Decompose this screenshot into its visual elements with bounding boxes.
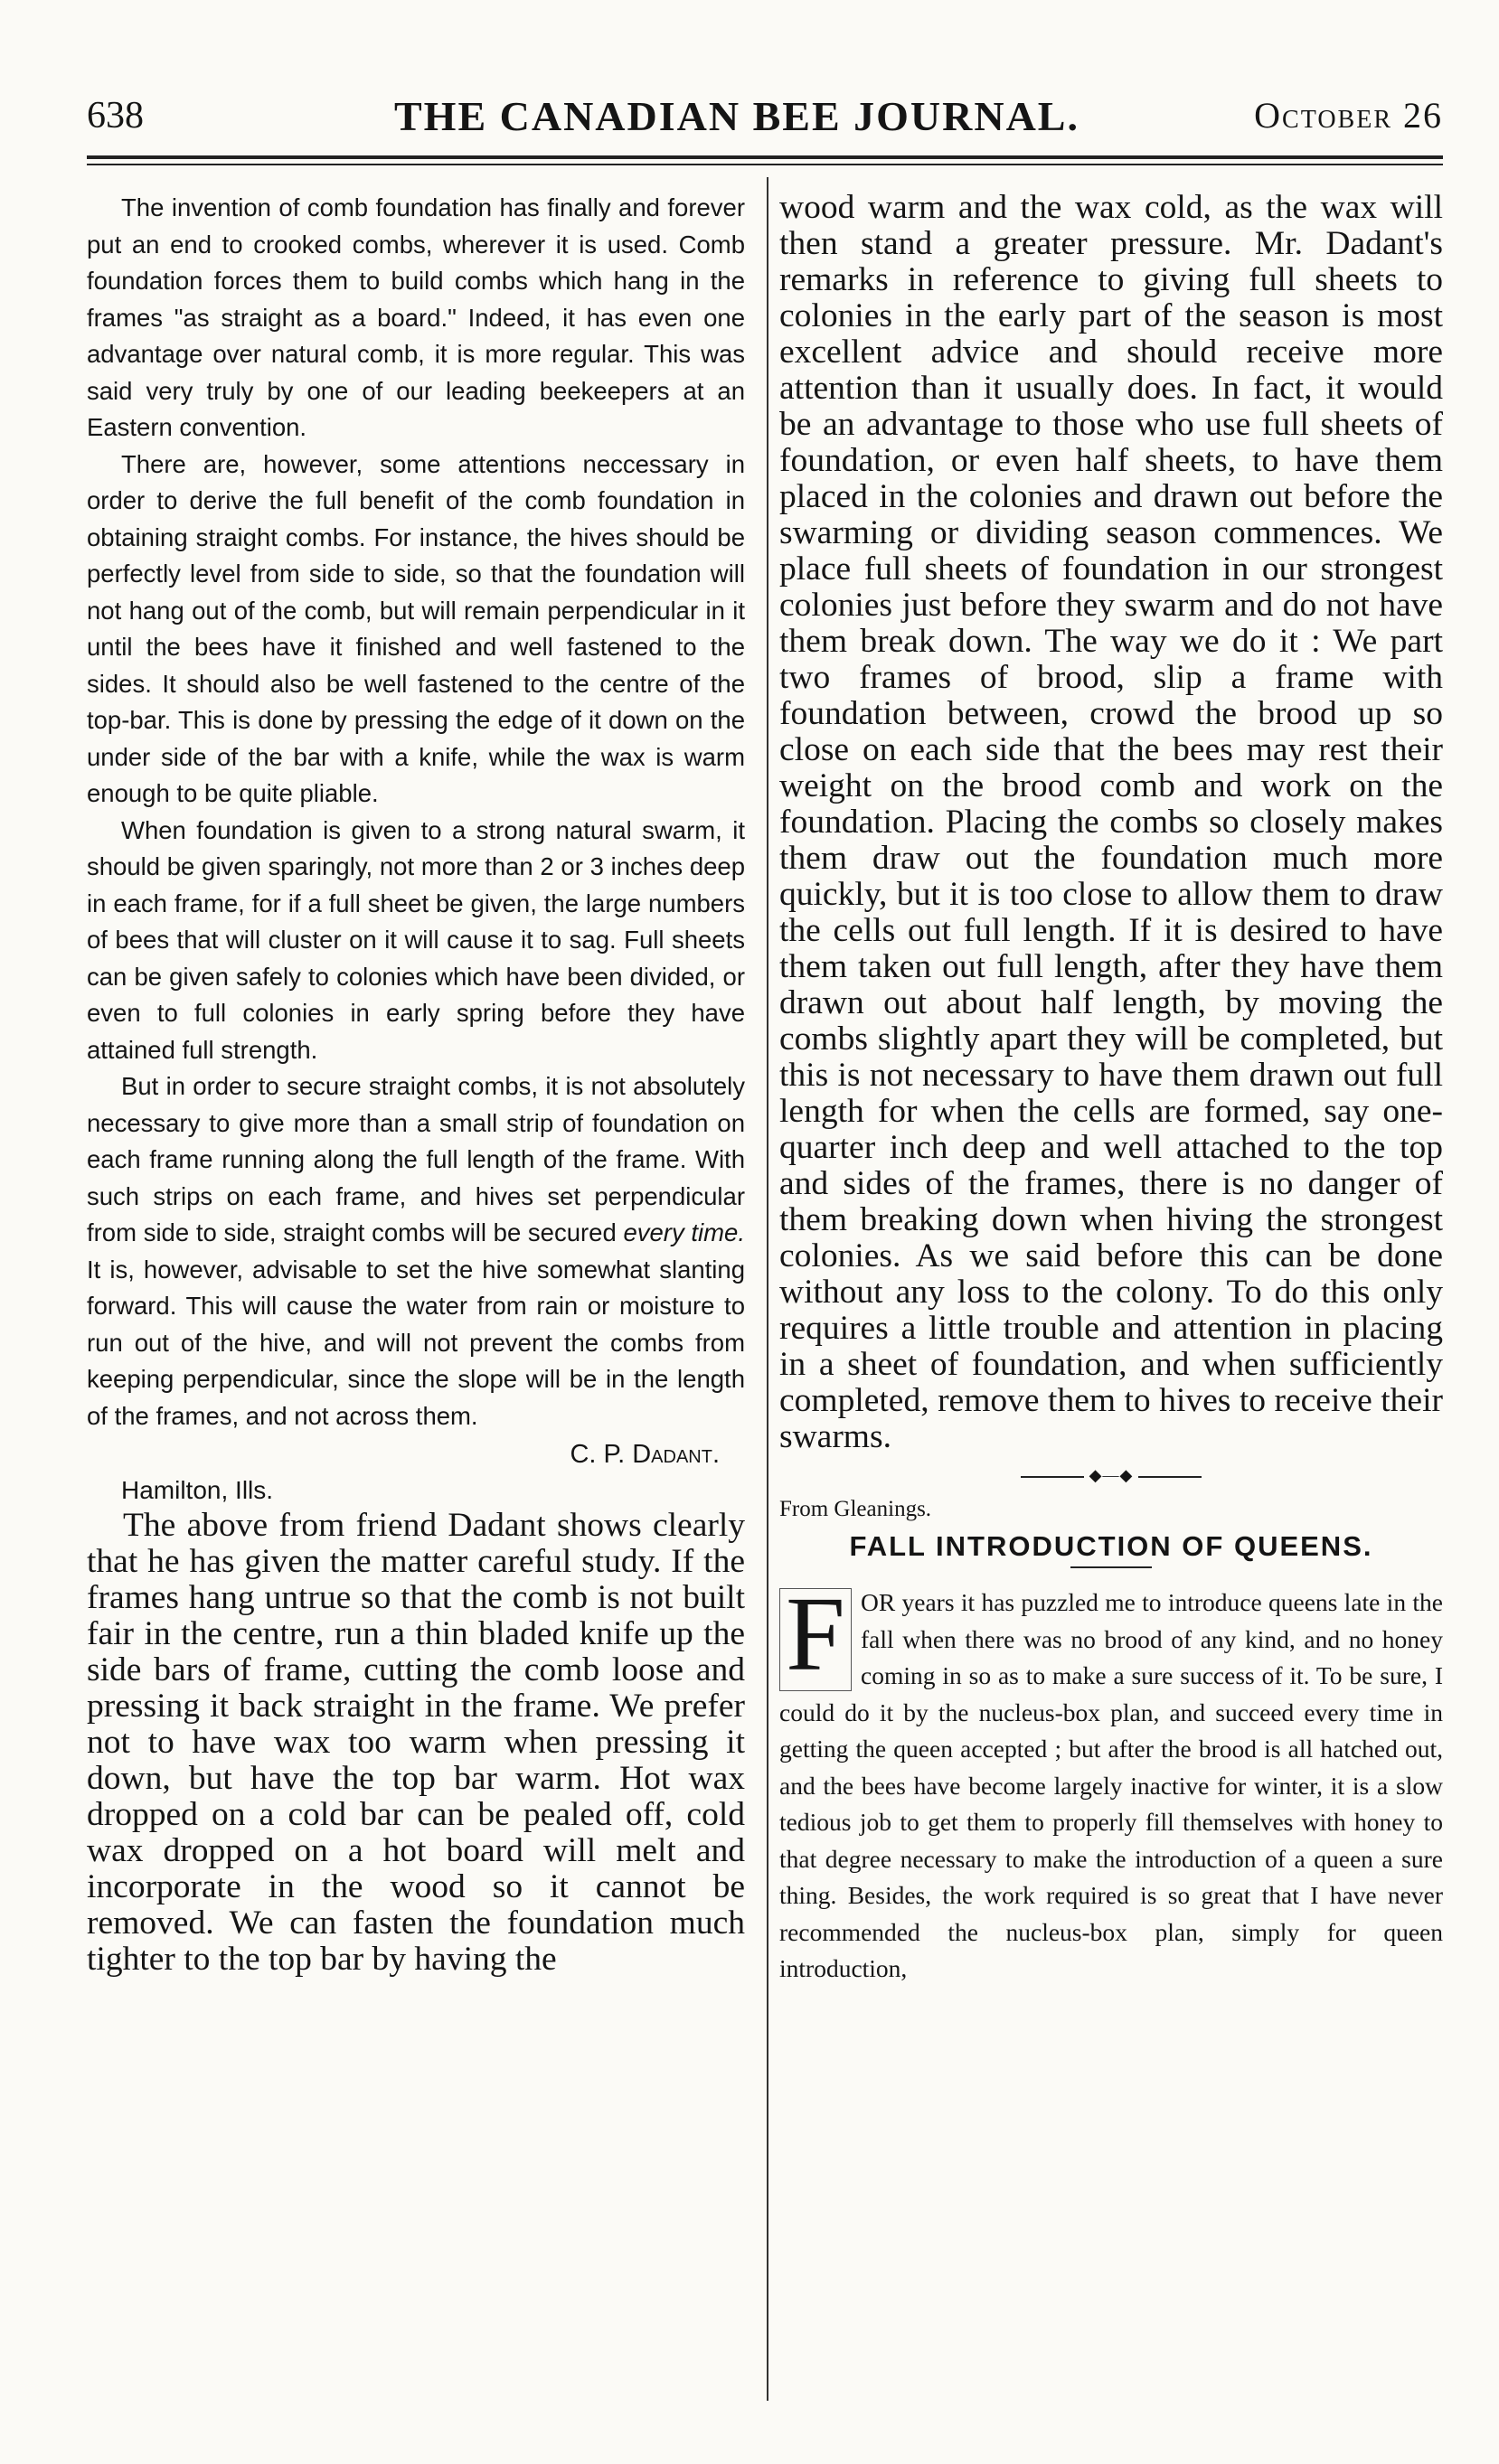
drop-cap: F	[779, 1588, 852, 1691]
article-source: From Gleanings.	[779, 1497, 932, 1521]
issue-date: October 26	[1254, 95, 1443, 136]
header-rule-thin	[87, 164, 1443, 165]
page-number: 638	[87, 95, 144, 136]
ornament-icon: ◆—◆	[1089, 1466, 1134, 1484]
left-column	[87, 190, 745, 1978]
column-divider	[767, 177, 768, 2401]
comment-text-left: The above from friend Dadant shows clearly that he has given the matter careful study. If the frames hang untrue so that the comb is not built fair in the centre, run a thin bladed knife up the side bars of frame, cutting the comb loose and pressing it back straight in the frame. We prefer not to have wax too warm when pressing it down, but have the top bar warm. Hot wax dropped on a cold bar can be pealed off, cold wax dropped on a hot board will melt and incorporate in the wood so it cannot be removed. We can fasten the foundation much tighter to the top bar by having the	[87, 1506, 745, 1978]
article-paragraph	[87, 1068, 745, 1434]
right-column	[779, 190, 1443, 1988]
page-header	[87, 87, 1443, 150]
article-paragraph: When foundation is given to a strong natural swarm, it should be given sparingly, not more than 2 or 3 inches deep in each frame, for if a full sheet be given, the large numbers of bees that will cluster on it will cause it to sag. Full sheets can be given safely to colonies which have been divided, or even to full colonies in early spring before they have attained full strength.	[87, 815, 745, 1064]
paragraph-text: But in order to secure straight combs, it is not absolutely necessary to give more than a small strip of foundation on each frame running along the full length of the frame. With such strips on each frame, and hives set perpendicular from side to side, straight combs will be secured	[87, 1072, 745, 1246]
author-signature: C. P. Dadant.	[570, 1440, 720, 1469]
ornament-line	[1021, 1476, 1084, 1478]
paragraph-text: It is, however, advisable to set the hive somewhat slanting forward. This will cause the water from rain or moisture to run out of the hive, and will not prevent the combs from keeping perpendicular, since the slope will be in the length of the frames, and not across them.	[87, 1255, 745, 1430]
article-paragraph: The invention of comb foundation has finally and forever put an end to crooked combs, wherever it is used. Comb foundation forces them to build combs which hang in the frames "as straight as a board." Indeed, it has even one advantage over natural comb, it is more regular. This was said very truly by one of our leading beekeepers at an Eastern convention.	[87, 193, 745, 441]
header-rule	[87, 155, 1443, 159]
journal-title: THE CANADIAN BEE JOURNAL.	[394, 93, 1079, 139]
comment-text-right: wood warm and the wax cold, as the wax will then stand a greater pressure. Mr. Dadant's remarks in reference to giving full sheets to colonies in the early part of the season is most excellent advice and should receive more attention than it usually does. In fact, it would be an advantage to those who use full sheets of foundation, or even half sheets, to have them placed in the colonies and drawn out before the swarming or dividing season commences. We place full sheets of foundation in our strongest colonies just before they swarm and do not have them break down. The way we do it : We part two frames of brood, slip a frame with foundation between, crowd the brood up so close on each side that the bees may rest their weight on the brood comb and work on the foundation. Placing the combs so closely makes them draw out the foundation much more quickly, but it is too close to allow them to draw the cells out full length. If it is desired to have them taken out full length, after they have them drawn out about half length, by moving the combs slightly apart they will be completed, but this is not necessary to have them drawn out full length for when the cells are formed, say one-quarter inch deep and well attached to the top and sides of the frames, there is no danger of them breaking down when hiving the strongest colonies. As we said before this can be done without any loss to the colony. To do this only requires a little trouble and attention in placing in a sheet of foundation, and when sufficiently completed, remove them to hives to receive their swarms.	[779, 189, 1443, 1455]
editor-comment-continued	[779, 190, 1443, 1455]
article-paragraph: OR years it has puzzled me to introduce queens late in the fall when there was no brood of any kind, and no honey coming in so as to make a sure success of it. To be sure, I could do it by the nucleus-box plan, and succeed every time in getting the queen accepted ; but after the brood is all hatched out, and the bees have become largely inactive for winter, it is a slow tedious job to get them to properly fill themselves with honey to that degree necessary to make the introduction of a queen a sure thing. Besides, the work required is so great that I have never recommended the nucleus-box plan, simply for queen introduction,	[779, 1588, 1443, 1982]
article-paragraph: There are, however, some attentions neccessary in order to derive the full benefit of the comb foundation in obtaining straight combs. For instance, the hives should be perfectly level from side to side, so that the foundation will not hang out of the comb, but will remain perpendicular in it until the bees have it finished and well fastened to the sides. It should also be well fastened to the centre of the top-bar. This is done by pressing the edge of it down on the under side of the bar with a knife, while the wax is warm enough to be quite pliable.	[87, 449, 745, 807]
section-ornament	[779, 1466, 1443, 1485]
ornament-line	[1138, 1476, 1202, 1478]
author-location: Hamilton, Ills.	[121, 1475, 274, 1504]
emphasis-text: every time.	[623, 1218, 745, 1246]
editor-comment	[87, 1508, 745, 1978]
queens-article	[779, 1575, 1443, 1988]
dadant-article	[87, 190, 745, 1508]
article-heading: FALL INTRODUCTION OF QUEENS.	[849, 1530, 1373, 1562]
heading-rule	[1070, 1566, 1152, 1568]
